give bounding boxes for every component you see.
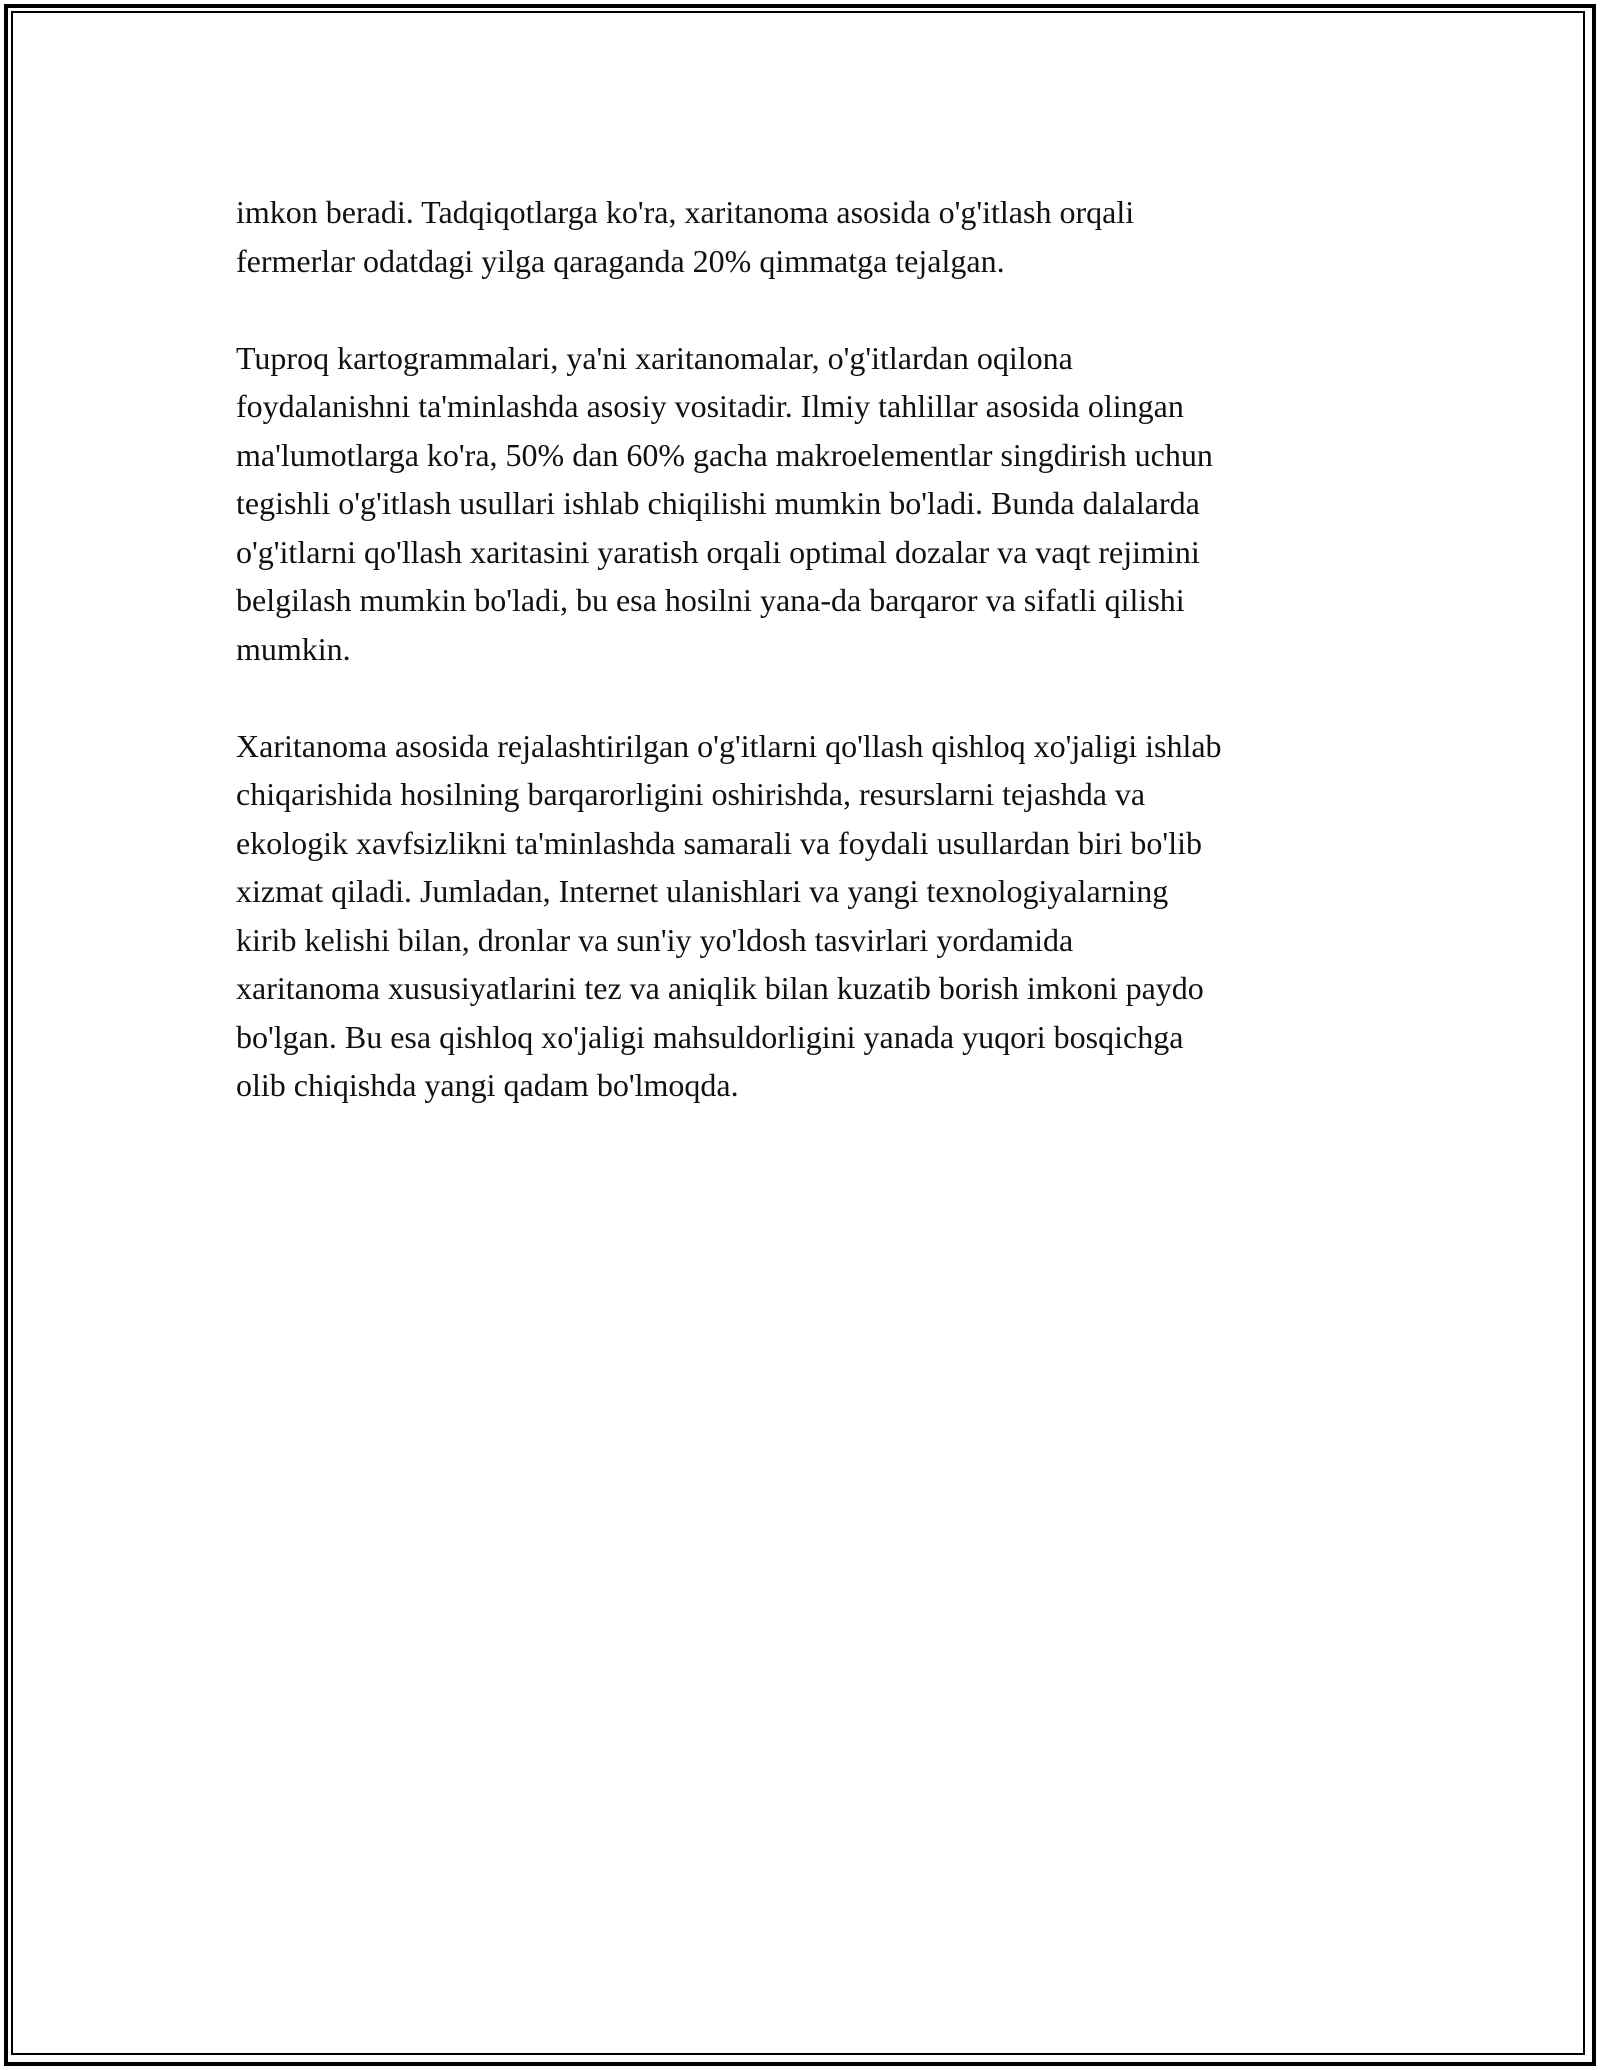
text-line: tegishli o'g'itlash usullari ishlab chiqilishi mumkin bo'ladi. Bunda dalalarda	[236, 485, 1200, 521]
paragraph-savings	[236, 188, 1376, 285]
text-line: mumkin.	[236, 630, 351, 667]
text-line: xaritanoma xususiyatlarini tez va aniqlik bilan kuzatib borish imkoni paydo	[236, 970, 1204, 1006]
paragraph-soil-maps	[236, 334, 1376, 674]
text-line: ekologik xavfsizlikni ta'minlashda samarali va foydali usullardan biri bo'lib	[236, 824, 1202, 861]
text-line: Xaritanoma asosida rejalashtirilgan o'g'itlarni qo'llash qishloq xo'jaligi ishlab	[236, 727, 1222, 764]
text-line: o'g'itlarni qo'llash xaritasini yaratish orqali optimal dozalar va vaqt rejimini	[236, 533, 1200, 570]
text-line: imkon beradi. Tadqiqotlarga ko'ra, xaritanoma asosida o'g'itlash orqali	[236, 194, 1135, 230]
text-line: xizmat qiladi. Jumladan, Internet ulanishlari va yangi texnologiyalarning	[236, 873, 1169, 909]
text-line: olib chiqishda yangi qadam bo'lmoqda.	[236, 1067, 739, 1103]
text-line: chiqarishida hosilning barqarorligini oshirishda, resurslarni tejashda va	[236, 776, 1146, 812]
text-line: kirib kelishi bilan, dronlar va sun'iy yo'ldosh tasvirlari yordamida	[236, 921, 1074, 958]
text-line: foydalanishni ta'minlashda asosiy vositadir. Ilmiy tahlillar asosida olingan	[236, 388, 1184, 424]
text-line: ma'lumotlarga ko'ra, 50% dan 60% gacha makroelementlar singdirish uchun	[236, 436, 1213, 473]
document-body	[236, 188, 1376, 1158]
text-line: Tuproq kartogrammalari, ya'ni xaritanomalar, o'g'itlardan oqilona	[236, 339, 1073, 376]
paragraph-planned-fertilization	[236, 722, 1376, 1110]
text-line: fermerlar odatdagi yilga qaraganda 20% qimmatga tejalgan.	[236, 242, 1005, 279]
text-line: bo'lgan. Bu esa qishloq xo'jaligi mahsuldorligini yanada yuqori bosqichga	[236, 1018, 1184, 1055]
text-line: belgilash mumkin bo'ladi, bu esa hosilni yana-da barqaror va sifatli qilishi	[236, 582, 1185, 618]
